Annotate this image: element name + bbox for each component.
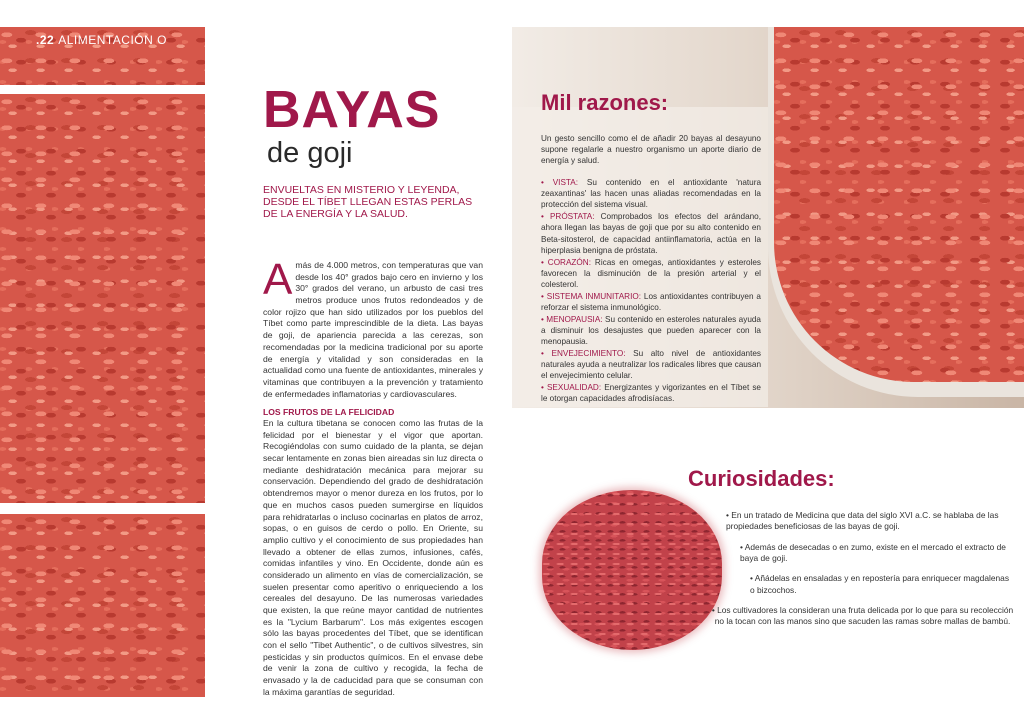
mil-razones-body — [541, 133, 761, 405]
page-number: .22 — [36, 33, 55, 47]
benefit-key: • MENOPAUSIA: — [541, 314, 603, 324]
article-intro: ENVUELTAS EN MISTERIO Y LEYENDA, DESDE EL TÍBET LLEGAN ESTAS PERLAS DE LA ENERGÍA Y LA SALUD. — [263, 184, 473, 221]
mil-razones-lead: Un gesto sencillo como el de añadir 20 bayas al desayuno supone regalarle a nuestro organismo un aporte diario de energía y salud. — [541, 134, 761, 166]
benefit-item — [541, 211, 761, 255]
benefit-text: Su alto nivel de antioxidantes naturales ayuda a neutralizar los radicales libres que causan el envejecimiento celular. — [541, 349, 761, 381]
benefit-key: • VISTA: — [541, 178, 579, 188]
article-title: BAYAS — [263, 81, 441, 139]
curiosity-item: • Añádelas en ensaladas y en repostería para enriquecer magdalenas o bizcochos. — [750, 573, 1010, 595]
benefit-key: • SISTEMA INMUNITARIO: — [541, 291, 641, 301]
benefits-list — [541, 177, 761, 404]
curiosidades-title: Curiosidades: — [688, 466, 835, 491]
benefit-text: Los antioxidantes contribuyen a reforzar el sistema inmunológico. — [541, 291, 761, 312]
section-name: ALIMENTACIÓN O — [58, 33, 167, 47]
benefit-text: Su contenido en el antioxidante 'natura zeaxantinas' las hacen unas aliadas recomendadas en la protección del sistema visual. — [541, 178, 761, 210]
benefit-key: • CORAZÓN: — [541, 257, 591, 267]
curiosidades-list — [710, 510, 1015, 637]
benefit-item — [541, 257, 761, 290]
goji-heap-photo — [542, 490, 722, 650]
benefit-item — [541, 314, 761, 347]
mil-razones-title: Mil razones: — [541, 90, 669, 115]
benefit-key: • PRÓSTATA: — [541, 212, 595, 222]
curiosity-item: • Además de desecadas o en zumo, existe en el mercado el extracto de baya de goji. — [740, 541, 1006, 564]
body-paragraph-2: En la cultura tibetana se conocen como las frutas de la felicidad por el bienestar y el vigor que aportan. Recogiéndolas con sumo cuidado de la planta, se dejan secar lentamente en zonas bien aireadas sin luz directa o mediante deshidratación mecánica para mejorar su conservación. Dependiendo del grado de deshidratación obtendremos mayor o menor dureza en los frutos, por lo que en muchos casos pueden sumergirse en líquidos para rehidratarlas o incluso cocinarlas en platos de arroz, sopas, o en guisos de cerdo o pollo. En Oriente, su amplio cultivo y el conocimiento de sus propiedades han llevado a obtener de ellas zumos, infusiones, cafés, comidas infantiles y vino. En Occidente, donde aún es considerado un alimento en vías de comercialización, se suelen presentar como aperitivo o enriqueciendo a los cereales del desayuno. De las numerosas variedades que existen, la que reúne mayor cantidad de nutrientes es la "Lycium Barbarum". Los más exigentes escogen sólo las bayas procedentes del Tíbet, que se identifican con el sello "Tibet Authentic", o de cultivos silvestres, sin pesticidas y sin productos químicos. En el envase debe de venir la zona de cultivo y recogida, la fecha de envasado y la de caducidad para que se consuman con la máxima garantías de seguridad. — [263, 418, 483, 697]
benefit-text: Energizantes y vigorizantes en el Tíbet se le otorgan capacidades afrodisíacas. — [541, 383, 761, 404]
goji-photo-bottom — [0, 514, 205, 697]
benefit-key: • SEXUALIDAD: — [541, 383, 602, 393]
drop-cap: A — [263, 255, 293, 304]
page-folio — [36, 33, 167, 47]
section-heading: LOS FRUTOS DE LA FELICIDAD — [263, 407, 395, 417]
benefit-item — [541, 177, 761, 210]
benefit-key: • ENVEJECIMIENTO: — [541, 349, 626, 359]
body-paragraph-1 — [263, 255, 483, 400]
curiosity-item: • Los cultivadores la consideran una fruta delicada por lo que para su recolección no la tocan con las manos sino que sacuden las ramas sobre mallas de bambú. — [711, 605, 1014, 627]
body-paragraph-1-text: más de 4.000 metros, con temperaturas que van desde los 40° grados bajo cero en invierno y los 30° grados del verano, un arbusto de casi tres metros produce unos frutos redondeados y de color rojizo que han sido utilizados por los pueblos del Tíbet como parte imprescindible de la dieta. Las bayas de goji, de apariencia parecida a las cerezas, son recomendadas por la medicina tradicional por su aporte de energía y vitalidad y son consideradas en la actualidad como una fuente de antioxidantes, minerales y vitaminas que contribuyen a la prevención y tratamiento de enfermedades inflamatorias y cardiovasculares. — [263, 260, 483, 399]
curiosity-item: • En un tratado de Medicina que data del siglo XVI a.C. se hablaba de las propiedades beneficiosas de las bayas de goji. — [726, 510, 999, 532]
article-subtitle: de goji — [267, 137, 353, 169]
benefit-text: Ricas en omegas, antioxidantes y esteroles favorecen la disminución de la presión arterial y el colesterol. — [541, 257, 761, 289]
benefit-text: Su contenido en esteroles naturales ayuda a disminuir los desajustes que pueden aparecer con la menopausia. — [541, 314, 761, 347]
bowl-berries — [774, 27, 1024, 382]
benefit-text: Comprobados los efectos del arándano, ahora llegan las bayas de goji que por su alto contenido en Beta-sitosterol, de capacidad antiinflamatoria, actúa en la hiperplasia benigna de próstata. — [541, 212, 762, 255]
benefit-item — [541, 291, 761, 313]
benefit-item — [541, 348, 761, 381]
benefit-item — [541, 382, 761, 404]
goji-photo-middle — [0, 94, 205, 503]
